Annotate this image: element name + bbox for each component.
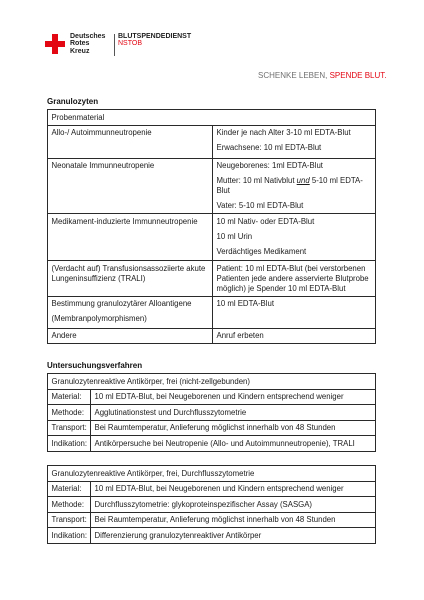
table-row [48,528,376,544]
procedure-table [47,465,376,544]
service-name: BLUTSPENDEDIENST [118,33,192,40]
indication-text: (Membranpolymorphismen) [51,314,147,323]
table-row [48,296,376,328]
org-name-line: Deutsches [70,33,106,40]
table-row [48,436,376,452]
material-cell [213,158,376,214]
sample-material-table [47,109,376,344]
indication-text: Allo-/ Autoimmunneutropenie [51,128,152,137]
field-value: 10 ml EDTA-Blut, bei Neugeborenen und Kindern entsprechend weniger [91,481,376,497]
indication-text: (Verdacht auf) Transfusionsassoziierte akute Lungeninsuffizienz (TRALI) [51,263,206,283]
material-text: Erwachsene: 10 ml EDTA-Blut [216,143,322,152]
field-label: Transport: [48,512,91,528]
table-row [48,328,376,344]
field-label: Material: [48,389,91,405]
table-row [48,389,376,405]
material-text: Kinder je nach Alter 3-10 ml EDTA-Blut [216,128,351,137]
table-row [48,158,376,214]
table-header-row [48,110,376,126]
material-cell [213,214,376,261]
field-value: 10 ml EDTA-Blut, bei Neugeborenen und Kindern entsprechend weniger [91,389,376,405]
procedure-name-row [48,374,376,390]
field-value: Antikörpersuche bei Neutropenie (Allo- und Autoimmunneutropenie), TRALI [91,436,376,452]
procedure-name-row [48,466,376,482]
table-row [48,497,376,513]
slogan [258,71,387,81]
material-text: 10 ml EDTA-Blut [216,299,274,308]
slogan-part-2: SPENDE BLUT. [329,71,387,80]
field-value: Durchflusszytometrie: glykoproteinspezifischer Assay (SASGA) [91,497,376,513]
material-text: Anruf erbeten [216,331,264,340]
emphasized-word: und [296,176,310,185]
field-label: Indikation: [48,528,91,544]
field-label: Methode: [48,497,91,513]
material-text-part: Mutter: 10 ml Nativblut [216,176,297,185]
slogan-part-1: SCHENKE LEBEN, [258,71,328,80]
field-value: Agglutinationstest und Durchflusszytometrie [91,405,376,421]
procedure-table [47,373,376,452]
red-cross-icon [45,34,65,54]
material-cell [213,261,376,297]
indication-cell [48,125,213,158]
indication-cell [48,296,213,328]
org-name-line: Kreuz [70,47,90,55]
material-text: Neugeborenes: 1ml EDTA-Blut [216,161,323,170]
material-text [217,176,374,196]
table-row [48,481,376,497]
material-text: Vater: 5-10 ml EDTA-Blut [216,201,304,210]
field-label: Indikation: [48,436,91,452]
table-row [48,125,376,158]
table-row [48,405,376,421]
field-value: Bei Raumtemperatur, Anlieferung möglichst innerhalb von 48 Stunden [91,420,376,436]
field-label: Transport: [48,420,91,436]
procedure-name: Granulozytenreaktive Antikörper, frei, Durchflusszytometrie [48,466,376,482]
material-cell [213,125,376,158]
indication-cell [48,261,213,297]
table-row [48,512,376,528]
indication-text: Neonatale Immunneutropenie [51,161,155,170]
material-cell [213,296,376,328]
indication-text: Medikament-induzierte Immunneutropenie [51,216,198,226]
material-text: 10 ml Nativ- oder EDTA-Blut [216,216,315,226]
indication-cell [48,214,213,261]
org-name [70,33,105,55]
procedure-name: Granulozytenreaktive Antikörper, frei (nicht-zellgebunden) [48,374,376,390]
indication-text: Bestimmung granulozytärer Alloantigene [51,299,192,308]
material-text: Patient: 10 ml EDTA-Blut (bei verstorbenen Patienten jede andere asservierte Blutprobe möglich) je Spender 10 ml EDTA-Blut [216,263,369,293]
material-cell [213,328,376,344]
indication-cell [48,158,213,214]
indication-text: Andere [51,331,77,340]
table-row [48,261,376,297]
material-text-part: 5-10 ml EDTA-Blut [216,176,363,195]
field-value: Bei Raumtemperatur, Anlieferung möglichst innerhalb von 48 Stunden [91,512,376,528]
service-label [118,33,191,48]
section-title: Untersuchungsverfahren [47,361,143,370]
org-name-line: Rotes [70,40,90,48]
service-region: NSTOB [118,40,142,48]
field-label: Material: [48,481,91,497]
field-value: Differenzierung granulozytenreaktiver Antikörper [91,528,376,544]
logo-divider [114,34,115,56]
material-text: 10 ml Urin [216,231,253,241]
field-label: Methode: [48,405,91,421]
section-title: Granulozyten [47,97,99,106]
material-text: Verdächtiges Medikament [216,246,307,256]
table-row [48,420,376,436]
table-caption: Probenmaterial [48,110,376,126]
table-row [48,214,376,261]
indication-cell [48,328,213,344]
